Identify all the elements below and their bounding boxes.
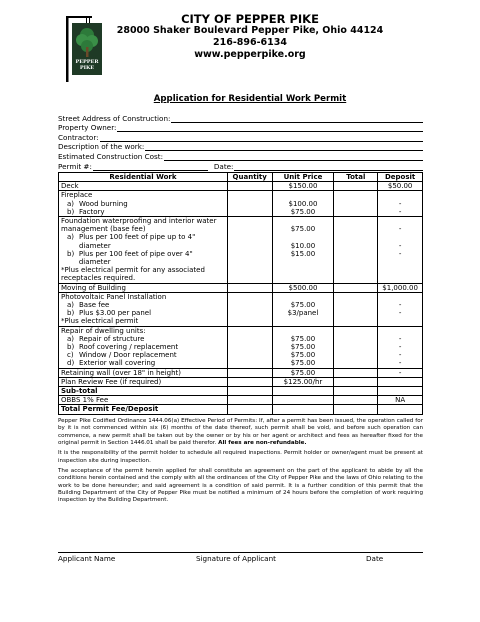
row-label bbox=[59, 217, 228, 284]
table-row bbox=[59, 368, 423, 377]
row-label bbox=[59, 326, 228, 368]
deposit-value: - bbox=[398, 359, 402, 368]
price-cell bbox=[272, 326, 334, 368]
row-label bbox=[59, 191, 228, 217]
deposit-cell[interactable] bbox=[378, 405, 423, 414]
contractor-input-line[interactable] bbox=[100, 134, 423, 142]
price-cell: $125.00/hr bbox=[272, 377, 334, 386]
applicant-name-label: Applicant Name bbox=[58, 554, 116, 563]
price-cell bbox=[272, 217, 334, 284]
cost-input-line[interactable] bbox=[164, 153, 423, 161]
solar-label: Photovoltaic Panel Installation bbox=[61, 292, 167, 301]
deposit-value: - bbox=[398, 351, 402, 360]
row-label: Deck bbox=[59, 182, 228, 191]
price-cell: $75.00 bbox=[272, 368, 334, 377]
total-cell[interactable] bbox=[334, 292, 378, 326]
qty-cell[interactable] bbox=[227, 292, 272, 326]
table-row bbox=[59, 182, 423, 191]
foundation-note: receptacles required. bbox=[61, 274, 136, 283]
total-cell[interactable] bbox=[334, 368, 378, 377]
description-input-line[interactable] bbox=[145, 143, 423, 151]
total-cell[interactable] bbox=[334, 396, 378, 405]
repair-label: Repair of dwelling units: bbox=[61, 326, 146, 335]
price-cell[interactable] bbox=[272, 387, 334, 396]
sub-item bbox=[67, 250, 225, 266]
table-row bbox=[59, 387, 423, 396]
price-value: $15.00 bbox=[290, 249, 316, 258]
qty-cell[interactable] bbox=[227, 283, 272, 292]
city-phone: 216-896-6134 bbox=[213, 37, 287, 48]
sub-item bbox=[67, 301, 225, 309]
price-value: $3/panel bbox=[287, 309, 319, 318]
deposit-cell[interactable] bbox=[378, 387, 423, 396]
col-header: Total bbox=[334, 173, 378, 182]
street-input-line[interactable] bbox=[171, 115, 423, 123]
fireplace-label: Fireplace bbox=[61, 191, 93, 200]
fee-table bbox=[58, 172, 423, 415]
street-field[interactable] bbox=[58, 113, 423, 123]
row-label: Retaining wall (over 18" in height) bbox=[59, 368, 228, 377]
sub-letter: a) bbox=[67, 334, 75, 343]
sub-label: Factory bbox=[79, 207, 105, 216]
deposit-value: - bbox=[398, 225, 402, 234]
note-paragraph: It is the responsibility of the permit holder to schedule all required inspections. Permit holder or owner/agent must be present at inspection site during inspection. bbox=[58, 450, 423, 464]
qty-cell[interactable] bbox=[227, 217, 272, 284]
cost-label: Estimated Construction Cost: bbox=[58, 151, 164, 161]
price-cell bbox=[272, 292, 334, 326]
total-cell[interactable] bbox=[334, 326, 378, 368]
signature-line[interactable] bbox=[58, 552, 423, 553]
deposit-cell[interactable] bbox=[378, 377, 423, 386]
deposit-value: - bbox=[398, 301, 402, 310]
sub-label: Exterior wall covering bbox=[79, 359, 156, 368]
owner-label: Property Owner: bbox=[58, 123, 117, 133]
qty-cell[interactable] bbox=[227, 326, 272, 368]
qty-cell[interactable] bbox=[227, 405, 272, 414]
sub-letter: c) bbox=[67, 351, 74, 360]
table-row bbox=[59, 292, 423, 326]
deposit-value: - bbox=[398, 334, 402, 343]
sub-item bbox=[67, 335, 225, 343]
sub-label: Plus per 100 feet of pipe over 4" diameter bbox=[78, 249, 193, 267]
total-label: Total Permit Fee/Deposit bbox=[59, 405, 228, 414]
sub-label: Base fee bbox=[79, 301, 110, 310]
city-website[interactable]: www.pepperpike.org bbox=[194, 49, 306, 60]
deposit-value: - bbox=[398, 309, 402, 318]
sub-item bbox=[67, 233, 225, 241]
foundation-note: *Plus electrical permit for any associated bbox=[61, 266, 205, 275]
table-row bbox=[59, 217, 423, 284]
deposit-value: - bbox=[398, 249, 402, 258]
table-row bbox=[59, 191, 423, 217]
table-row bbox=[59, 396, 423, 405]
street-label: Street Address of Construction: bbox=[58, 113, 171, 123]
row-label: Moving of Building bbox=[59, 283, 228, 292]
date-signature-label: Date bbox=[366, 554, 384, 563]
sub-letter: b) bbox=[67, 207, 75, 216]
table-row bbox=[59, 377, 423, 386]
cost-field[interactable] bbox=[58, 151, 423, 161]
deposit-cell bbox=[378, 217, 423, 284]
qty-cell[interactable] bbox=[227, 377, 272, 386]
deposit-cell bbox=[378, 191, 423, 217]
price-cell bbox=[272, 191, 334, 217]
signature-label: Signature of Applicant bbox=[196, 554, 276, 563]
foundation-label: management (base fee) bbox=[61, 225, 146, 234]
qty-cell[interactable] bbox=[227, 368, 272, 377]
city-address: 28000 Shaker Boulevard Pepper Pike, Ohio 44124 bbox=[116, 25, 384, 36]
price-value: $100.00 bbox=[288, 199, 318, 208]
total-cell[interactable] bbox=[334, 405, 378, 414]
col-header: Unit Price bbox=[272, 173, 334, 182]
sub-letter: a) bbox=[67, 199, 75, 208]
deposit-value: - bbox=[398, 207, 402, 216]
sub-item bbox=[67, 242, 225, 250]
owner-field[interactable] bbox=[58, 123, 423, 133]
price-cell: $500.00 bbox=[272, 283, 334, 292]
foundation-label: Foundation waterproofing and interior water bbox=[61, 217, 217, 226]
price-cell: $150.00 bbox=[272, 182, 334, 191]
price-value: $75.00 bbox=[290, 225, 316, 234]
sub-label: Plus per 100 feet of pipe up to 4" bbox=[79, 233, 196, 242]
sub-label: Roof covering / replacement bbox=[79, 343, 179, 352]
deposit-value: - bbox=[398, 241, 402, 250]
col-header: Quantity bbox=[227, 173, 272, 182]
sub-item bbox=[67, 343, 225, 351]
deposit-cell: - bbox=[378, 368, 423, 377]
price-value: $75.00 bbox=[290, 351, 316, 360]
city-name: CITY OF PEPPER PIKE bbox=[181, 12, 319, 26]
sub-item bbox=[67, 359, 225, 367]
sub-letter: b) bbox=[67, 249, 75, 258]
sub-item bbox=[67, 208, 225, 216]
permit-input-line[interactable] bbox=[93, 163, 208, 171]
owner-input-line[interactable] bbox=[117, 124, 423, 132]
row-label bbox=[59, 292, 228, 326]
price-cell[interactable] bbox=[272, 396, 334, 405]
sub-letter: b) bbox=[67, 343, 75, 352]
note-text: Pepper Pike Codified Ordinance 1444.06(a) Effective Period of Permits: If, after a permit has been issued, the operation called for by it is not commenced within six (6) months of the date thereof, such permit shall be void, and before such operation can commence, a new permit shall be taken out by the owner or by his or her agent or architect and fees as hereafter fixed for the original permit in Section 1446.01 shall be paid therefor. bbox=[58, 418, 423, 446]
sub-item bbox=[67, 200, 225, 208]
row-label: OBBS 1% Fee bbox=[59, 396, 228, 405]
sub-item bbox=[67, 351, 225, 359]
price-value: $75.00 bbox=[290, 207, 316, 216]
note-bold: All fees are non-refundable. bbox=[218, 439, 307, 446]
deposit-cell: NA bbox=[378, 396, 423, 405]
contractor-label: Contractor: bbox=[58, 132, 99, 142]
date-input-line[interactable] bbox=[234, 163, 423, 171]
price-cell[interactable] bbox=[272, 405, 334, 414]
subtotal-label: Sub-total bbox=[59, 387, 228, 396]
deposit-cell: $50.00 bbox=[378, 182, 423, 191]
description-field[interactable] bbox=[58, 142, 423, 152]
total-cell[interactable] bbox=[334, 191, 378, 217]
deposit-cell bbox=[378, 292, 423, 326]
total-cell[interactable] bbox=[334, 387, 378, 396]
form-title: Application for Residential Work Permit bbox=[153, 94, 347, 104]
deposit-cell bbox=[378, 326, 423, 368]
total-cell[interactable] bbox=[334, 377, 378, 386]
deposit-cell: $1,000.00 bbox=[378, 283, 423, 292]
qty-cell[interactable] bbox=[227, 387, 272, 396]
logo-text: PEPPER PIKE bbox=[75, 59, 99, 71]
sub-label: Window / Door replacement bbox=[79, 351, 177, 360]
sub-label: Plus $3.00 per panel bbox=[79, 309, 152, 318]
sub-letter: a) bbox=[67, 301, 75, 310]
terms-notes bbox=[58, 418, 423, 508]
date-label: Date: bbox=[213, 161, 234, 171]
sub-item bbox=[67, 309, 225, 317]
price-value: $75.00 bbox=[290, 359, 316, 368]
price-value: $10.00 bbox=[290, 241, 316, 250]
note-paragraph bbox=[58, 418, 423, 447]
table-row bbox=[59, 283, 423, 292]
sub-label: diameter bbox=[79, 241, 111, 250]
price-value: $75.00 bbox=[290, 334, 316, 343]
sub-label: Repair of structure bbox=[79, 334, 145, 343]
total-cell[interactable] bbox=[334, 182, 378, 191]
col-header: Deposit bbox=[378, 173, 423, 182]
row-label: Plan Review Fee (if required) bbox=[59, 377, 228, 386]
qty-cell[interactable] bbox=[227, 396, 272, 405]
note-paragraph: The acceptance of the permit herein applied for shall constitute an agreement on the part of the applicant to abide by all the conditions herein contained and the comply with all the ordinances of the City of Pepper Pike and the laws of Ohio relating to the work to be done hereunder; and said agreement is a condition of said permit. It is a further condition of this permit that the Building Department of the City of Pepper Pike must be notified a minimum of 24 hours before the completion of work requiring inspection by the Building Department. bbox=[58, 468, 423, 504]
sub-letter: d) bbox=[67, 359, 75, 368]
deposit-value: - bbox=[398, 343, 402, 352]
price-value: $75.00 bbox=[290, 343, 316, 352]
table-row bbox=[59, 405, 423, 414]
permit-label: Permit #: bbox=[58, 161, 92, 171]
solar-note: *Plus electrical permit bbox=[61, 317, 139, 326]
table-row bbox=[59, 326, 423, 368]
total-cell[interactable] bbox=[334, 217, 378, 284]
sub-letter: b) bbox=[67, 309, 75, 318]
applicant-fields bbox=[58, 113, 423, 171]
qty-cell[interactable] bbox=[227, 191, 272, 217]
permit-date-row bbox=[58, 161, 423, 171]
total-cell[interactable] bbox=[334, 283, 378, 292]
description-label: Description of the work: bbox=[58, 142, 145, 152]
deposit-value: - bbox=[398, 199, 402, 208]
contractor-field[interactable] bbox=[58, 132, 423, 142]
table-header-row bbox=[59, 173, 423, 182]
qty-cell[interactable] bbox=[227, 182, 272, 191]
sub-label: Wood burning bbox=[79, 199, 128, 208]
col-header: Residential Work bbox=[59, 173, 228, 182]
price-value: $75.00 bbox=[290, 301, 316, 310]
sub-letter: a) bbox=[67, 233, 75, 242]
